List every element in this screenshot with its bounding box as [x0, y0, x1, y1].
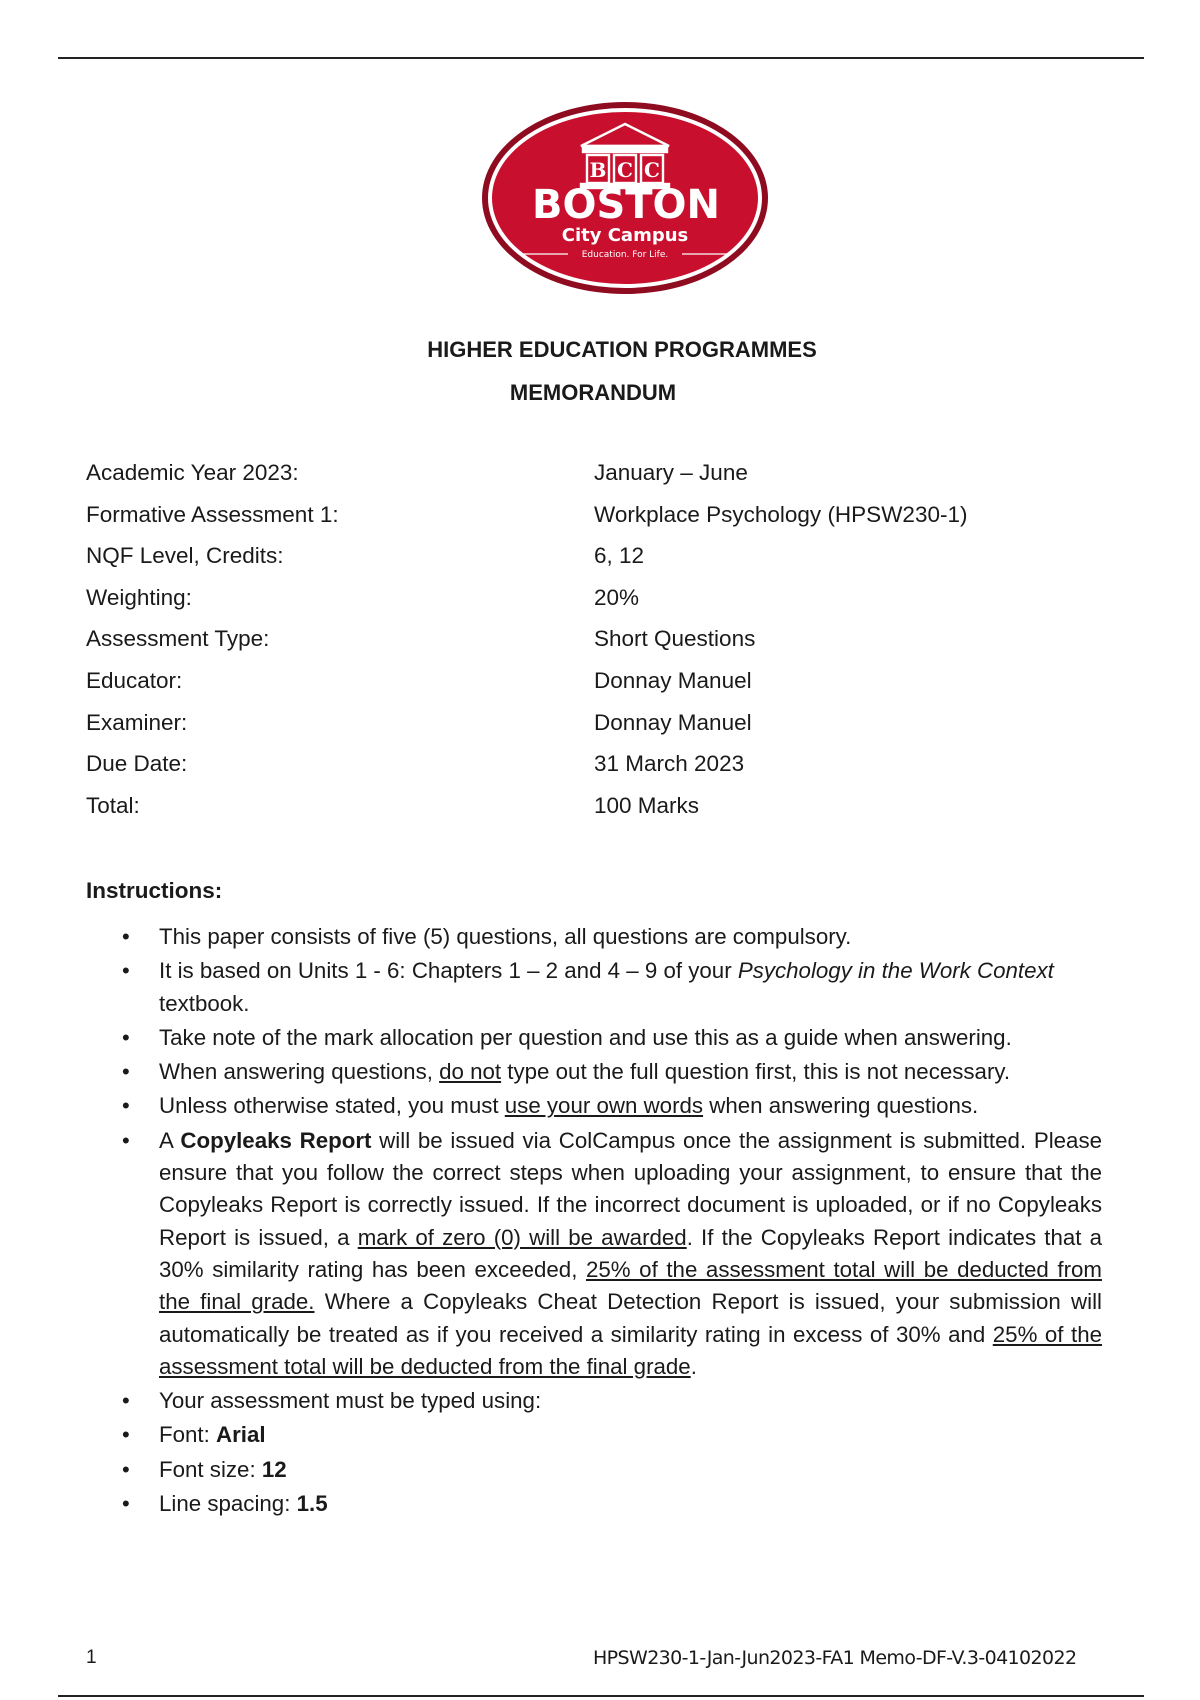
logo-name: BOSTON — [531, 182, 721, 228]
info-label: Total: — [86, 792, 140, 818]
info-label: Educator: — [86, 667, 183, 693]
logo-initial-1: B — [589, 158, 607, 182]
instruction-item — [122, 1419, 1102, 1451]
info-label: Examiner: — [86, 709, 188, 735]
instruction-text: It is based on Units 1 - 6: Chapters 1 – 2 and 4 – 9 of your — [159, 958, 738, 984]
info-value: Donnay Manuel — [594, 667, 752, 693]
logo-initial-2: C — [617, 158, 633, 182]
instruction-text: Font: — [159, 1422, 217, 1448]
instruction-text: 25% of the assessment total will be deducted from the final grade. — [159, 1256, 1102, 1315]
page-subtitle: MEMORANDUM — [509, 380, 677, 405]
instructions-heading: Instructions: — [86, 878, 223, 903]
info-label: Weighting: — [86, 584, 192, 610]
instruction-text: type out the full question first, this is not necessary. — [501, 1059, 1011, 1085]
info-label: Formative Assessment 1: — [86, 501, 339, 527]
instruction-text: A — [159, 1127, 181, 1153]
instruction-text: use your own words — [504, 1093, 704, 1119]
logo-tagline: Education. For Life. — [581, 250, 669, 260]
instruction-text: . — [690, 1353, 697, 1379]
instruction-text: Take note of the mark allocation per question and use this as a guide when answering. — [159, 1024, 1012, 1050]
info-label: NQF Level, Credits: — [86, 543, 284, 569]
info-value: 31 March 2023 — [594, 751, 745, 777]
page-number: 1 — [86, 1647, 97, 1668]
instruction-item — [122, 1125, 1102, 1383]
instruction-text: textbook. — [159, 990, 250, 1016]
info-label: Academic Year 2023: — [86, 460, 299, 485]
instruction-text: Font size: — [159, 1456, 262, 1482]
instruction-text: Where a Copyleaks Cheat Detection Report is issued, your submission will automatically be treated as if you received a similarity rating in excess of 30% and — [159, 1289, 1102, 1347]
info-value: 100 Marks — [594, 792, 700, 818]
logo-initial-3: C — [644, 158, 660, 182]
info-value: 20% — [594, 584, 640, 610]
instruction-text: when answering questions. — [703, 1093, 979, 1119]
instruction-text: Your assessment must be typed using: — [159, 1388, 542, 1414]
info-label: Assessment Type: — [86, 626, 270, 652]
info-value: Donnay Manuel — [594, 709, 752, 735]
instruction-text: Line spacing: — [159, 1491, 297, 1517]
bottom-rule — [58, 1695, 1144, 1697]
info-label: Due Date: — [86, 751, 188, 777]
top-rule — [58, 57, 1144, 59]
instruction-text: This paper consists of five (5) questions, all questions are compulsory. — [159, 924, 852, 949]
instruction-text: . If the Copyleaks Report indicates that a 30% similarity rating has been exceeded, — [159, 1224, 1102, 1282]
instruction-text: mark of zero (0) will be awarded — [357, 1224, 687, 1250]
info-value: 6, 12 — [594, 543, 645, 569]
instruction-item — [122, 1488, 1102, 1520]
instruction-text: Psychology in the Work Context — [737, 958, 1054, 984]
instruction-text: Copyleaks Report — [180, 1127, 372, 1153]
instruction-text: When answering questions, — [159, 1059, 440, 1085]
instruction-text: Unless otherwise stated, you must — [159, 1093, 505, 1119]
instruction-text: Arial — [216, 1422, 266, 1448]
page-title: HIGHER EDUCATION PROGRAMMES — [427, 337, 817, 362]
boston-city-campus-logo — [480, 100, 770, 296]
instruction-item — [122, 1022, 1102, 1054]
info-value: Short Questions — [594, 626, 756, 652]
info-value: January – June — [594, 460, 748, 485]
document-code: HPSW230-1-Jan-Jun2023-FA1 Memo-DF-V.3-04102022 — [593, 1647, 1077, 1669]
instruction-text: do not — [439, 1059, 502, 1085]
instructions-list — [122, 921, 1102, 1522]
instruction-item — [122, 1385, 1102, 1417]
instruction-text: will be issued via ColCampus once the assignment is submitted. Please ensure that you follow the correct steps when uploading your assignment, to ensure that the Copyleaks Report is correctly issued. If the incorrect document is uploaded, or if no Copyleaks Report is issued, a — [159, 1127, 1103, 1250]
logo-subtitle: City Campus — [561, 225, 689, 246]
instruction-item — [122, 1090, 1102, 1122]
instruction-item — [122, 1056, 1102, 1088]
info-value: Workplace Psychology (HPSW230-1) — [594, 501, 968, 527]
instruction-item — [122, 921, 1102, 953]
instruction-text: 12 — [261, 1456, 287, 1482]
instruction-item — [122, 1454, 1102, 1486]
instruction-item — [122, 955, 1102, 1020]
instruction-text: 25% of the assessment total will be deducted from the final grade — [159, 1321, 1102, 1379]
instruction-text: 1.5 — [296, 1491, 328, 1517]
